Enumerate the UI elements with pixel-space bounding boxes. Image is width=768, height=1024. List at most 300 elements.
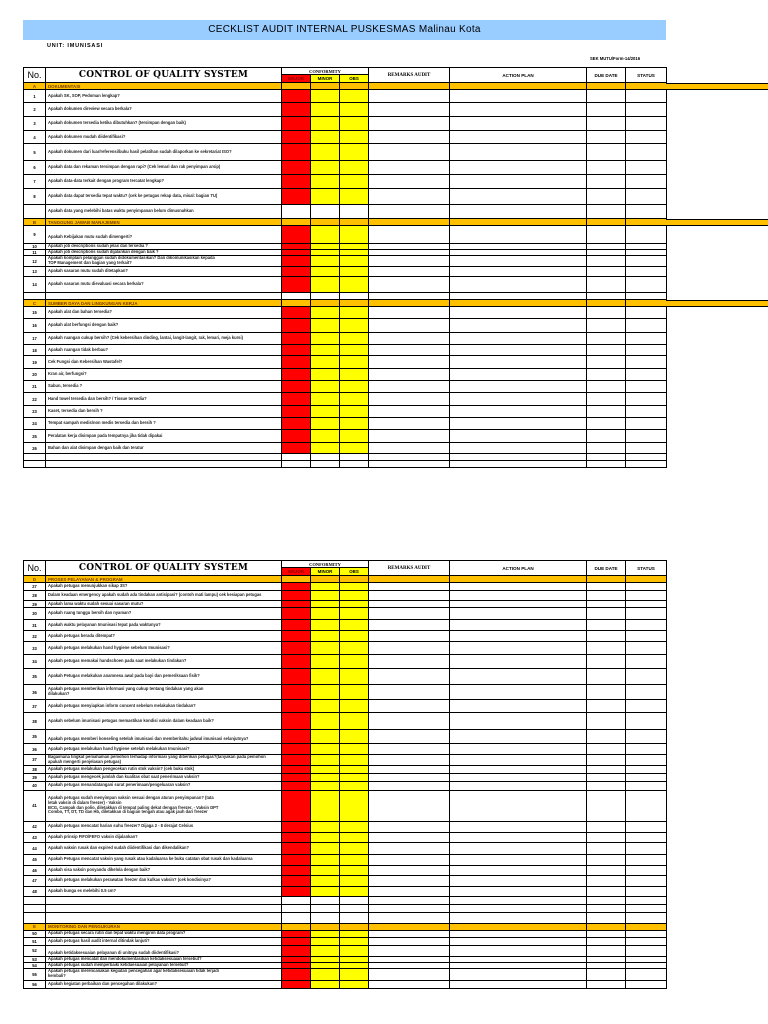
due-date-cell[interactable]: [587, 631, 626, 642]
action-plan-cell[interactable]: [450, 790, 587, 821]
action-plan-cell[interactable]: [450, 418, 587, 430]
major-cell[interactable]: [282, 980, 311, 988]
status-cell[interactable]: [626, 832, 667, 842]
minor-cell[interactable]: [311, 430, 340, 443]
due-date-cell[interactable]: [587, 980, 626, 988]
minor-cell[interactable]: [311, 583, 340, 591]
remarks-cell[interactable]: [369, 790, 450, 821]
obs-cell[interactable]: [340, 461, 369, 468]
remarks-cell[interactable]: [369, 669, 450, 685]
minor-cell[interactable]: [311, 277, 340, 293]
action-plan-cell[interactable]: [450, 886, 587, 896]
minor-cell[interactable]: [311, 713, 340, 730]
obs-cell[interactable]: [340, 454, 369, 461]
obs-cell[interactable]: [340, 381, 369, 393]
minor-cell[interactable]: [311, 293, 340, 300]
obs-cell[interactable]: [340, 685, 369, 700]
remarks-cell[interactable]: [369, 642, 450, 655]
due-date-cell[interactable]: [587, 267, 626, 277]
due-date-cell[interactable]: [587, 904, 626, 912]
minor-cell[interactable]: [311, 875, 340, 886]
status-cell[interactable]: [626, 865, 667, 875]
status-cell[interactable]: [626, 669, 667, 685]
remarks-cell[interactable]: [369, 345, 450, 356]
minor-cell[interactable]: [311, 620, 340, 631]
minor-cell[interactable]: [311, 256, 340, 267]
remarks-cell[interactable]: [369, 356, 450, 369]
action-plan-cell[interactable]: [450, 685, 587, 700]
major-cell[interactable]: [282, 454, 311, 461]
status-cell[interactable]: [626, 103, 667, 117]
obs-cell[interactable]: [340, 345, 369, 356]
status-cell[interactable]: [626, 189, 667, 205]
major-cell[interactable]: [282, 381, 311, 393]
major-cell[interactable]: [282, 393, 311, 406]
minor-cell[interactable]: [311, 655, 340, 669]
status-cell[interactable]: [626, 393, 667, 406]
action-plan-cell[interactable]: [450, 333, 587, 345]
remarks-cell[interactable]: [369, 144, 450, 161]
minor-cell[interactable]: [311, 189, 340, 205]
major-cell[interactable]: [282, 912, 311, 923]
minor-cell[interactable]: [311, 790, 340, 821]
action-plan-cell[interactable]: [450, 620, 587, 631]
action-plan-cell[interactable]: [450, 875, 587, 886]
status-cell[interactable]: [626, 875, 667, 886]
due-date-cell[interactable]: [587, 117, 626, 131]
remarks-cell[interactable]: [369, 369, 450, 381]
minor-cell[interactable]: [311, 103, 340, 117]
action-plan-cell[interactable]: [450, 700, 587, 713]
action-plan-cell[interactable]: [450, 226, 587, 244]
remarks-cell[interactable]: [369, 443, 450, 454]
action-plan-cell[interactable]: [450, 631, 587, 642]
major-cell[interactable]: [282, 307, 311, 319]
major-cell[interactable]: [282, 968, 311, 980]
status-cell[interactable]: [626, 267, 667, 277]
action-plan-cell[interactable]: [450, 356, 587, 369]
due-date-cell[interactable]: [587, 293, 626, 300]
remarks-cell[interactable]: [369, 608, 450, 620]
major-cell[interactable]: [282, 842, 311, 854]
remarks-cell[interactable]: [369, 90, 450, 103]
remarks-cell[interactable]: [369, 832, 450, 842]
due-date-cell[interactable]: [587, 189, 626, 205]
obs-cell[interactable]: [340, 226, 369, 244]
major-cell[interactable]: [282, 930, 311, 937]
minor-cell[interactable]: [311, 700, 340, 713]
due-date-cell[interactable]: [587, 369, 626, 381]
action-plan-cell[interactable]: [450, 821, 587, 832]
due-date-cell[interactable]: [587, 937, 626, 945]
status-cell[interactable]: [626, 980, 667, 988]
major-cell[interactable]: [282, 744, 311, 755]
status-cell[interactable]: [626, 790, 667, 821]
major-cell[interactable]: [282, 773, 311, 781]
obs-cell[interactable]: [340, 980, 369, 988]
major-cell[interactable]: [282, 886, 311, 896]
remarks-cell[interactable]: [369, 277, 450, 293]
due-date-cell[interactable]: [587, 406, 626, 418]
due-date-cell[interactable]: [587, 583, 626, 591]
status-cell[interactable]: [626, 175, 667, 189]
status-cell[interactable]: [626, 418, 667, 430]
action-plan-cell[interactable]: [450, 454, 587, 461]
obs-cell[interactable]: [340, 968, 369, 980]
action-plan-cell[interactable]: [450, 773, 587, 781]
minor-cell[interactable]: [311, 205, 340, 219]
remarks-cell[interactable]: [369, 821, 450, 832]
status-cell[interactable]: [626, 912, 667, 923]
status-cell[interactable]: [626, 781, 667, 790]
remarks-cell[interactable]: [369, 700, 450, 713]
status-cell[interactable]: [626, 937, 667, 945]
major-cell[interactable]: [282, 832, 311, 842]
major-cell[interactable]: [282, 189, 311, 205]
remarks-cell[interactable]: [369, 854, 450, 865]
due-date-cell[interactable]: [587, 773, 626, 781]
obs-cell[interactable]: [340, 583, 369, 591]
action-plan-cell[interactable]: [450, 461, 587, 468]
obs-cell[interactable]: [340, 713, 369, 730]
minor-cell[interactable]: [311, 319, 340, 333]
action-plan-cell[interactable]: [450, 912, 587, 923]
remarks-cell[interactable]: [369, 945, 450, 956]
remarks-cell[interactable]: [369, 765, 450, 773]
due-date-cell[interactable]: [587, 454, 626, 461]
major-cell[interactable]: [282, 896, 311, 904]
action-plan-cell[interactable]: [450, 601, 587, 608]
remarks-cell[interactable]: [369, 161, 450, 175]
major-cell[interactable]: [282, 406, 311, 418]
status-cell[interactable]: [626, 293, 667, 300]
due-date-cell[interactable]: [587, 875, 626, 886]
due-date-cell[interactable]: [587, 90, 626, 103]
due-date-cell[interactable]: [587, 601, 626, 608]
due-date-cell[interactable]: [587, 205, 626, 219]
status-cell[interactable]: [626, 430, 667, 443]
minor-cell[interactable]: [311, 669, 340, 685]
major-cell[interactable]: [282, 131, 311, 144]
due-date-cell[interactable]: [587, 854, 626, 865]
major-cell[interactable]: [282, 945, 311, 956]
status-cell[interactable]: [626, 601, 667, 608]
obs-cell[interactable]: [340, 655, 369, 669]
status-cell[interactable]: [626, 90, 667, 103]
status-cell[interactable]: [626, 345, 667, 356]
action-plan-cell[interactable]: [450, 755, 587, 766]
minor-cell[interactable]: [311, 781, 340, 790]
action-plan-cell[interactable]: [450, 937, 587, 945]
obs-cell[interactable]: [340, 406, 369, 418]
action-plan-cell[interactable]: [450, 781, 587, 790]
status-cell[interactable]: [626, 700, 667, 713]
due-date-cell[interactable]: [587, 685, 626, 700]
status-cell[interactable]: [626, 620, 667, 631]
due-date-cell[interactable]: [587, 103, 626, 117]
minor-cell[interactable]: [311, 369, 340, 381]
remarks-cell[interactable]: [369, 319, 450, 333]
status-cell[interactable]: [626, 256, 667, 267]
obs-cell[interactable]: [340, 256, 369, 267]
remarks-cell[interactable]: [369, 781, 450, 790]
minor-cell[interactable]: [311, 968, 340, 980]
action-plan-cell[interactable]: [450, 945, 587, 956]
major-cell[interactable]: [282, 144, 311, 161]
obs-cell[interactable]: [340, 117, 369, 131]
status-cell[interactable]: [626, 443, 667, 454]
action-plan-cell[interactable]: [450, 896, 587, 904]
obs-cell[interactable]: [340, 904, 369, 912]
obs-cell[interactable]: [340, 896, 369, 904]
minor-cell[interactable]: [311, 886, 340, 896]
status-cell[interactable]: [626, 730, 667, 744]
minor-cell[interactable]: [311, 842, 340, 854]
minor-cell[interactable]: [311, 821, 340, 832]
status-cell[interactable]: [626, 896, 667, 904]
major-cell[interactable]: [282, 781, 311, 790]
due-date-cell[interactable]: [587, 781, 626, 790]
action-plan-cell[interactable]: [450, 842, 587, 854]
remarks-cell[interactable]: [369, 175, 450, 189]
due-date-cell[interactable]: [587, 443, 626, 454]
minor-cell[interactable]: [311, 406, 340, 418]
minor-cell[interactable]: [311, 601, 340, 608]
action-plan-cell[interactable]: [450, 642, 587, 655]
major-cell[interactable]: [282, 865, 311, 875]
status-cell[interactable]: [626, 583, 667, 591]
due-date-cell[interactable]: [587, 307, 626, 319]
action-plan-cell[interactable]: [450, 256, 587, 267]
due-date-cell[interactable]: [587, 277, 626, 293]
major-cell[interactable]: [282, 256, 311, 267]
due-date-cell[interactable]: [587, 175, 626, 189]
status-cell[interactable]: [626, 226, 667, 244]
action-plan-cell[interactable]: [450, 307, 587, 319]
due-date-cell[interactable]: [587, 591, 626, 601]
obs-cell[interactable]: [340, 443, 369, 454]
major-cell[interactable]: [282, 620, 311, 631]
due-date-cell[interactable]: [587, 669, 626, 685]
major-cell[interactable]: [282, 277, 311, 293]
major-cell[interactable]: [282, 103, 311, 117]
remarks-cell[interactable]: [369, 591, 450, 601]
major-cell[interactable]: [282, 854, 311, 865]
due-date-cell[interactable]: [587, 886, 626, 896]
due-date-cell[interactable]: [587, 131, 626, 144]
obs-cell[interactable]: [340, 642, 369, 655]
obs-cell[interactable]: [340, 755, 369, 766]
minor-cell[interactable]: [311, 131, 340, 144]
major-cell[interactable]: [282, 293, 311, 300]
remarks-cell[interactable]: [369, 744, 450, 755]
major-cell[interactable]: [282, 175, 311, 189]
due-date-cell[interactable]: [587, 319, 626, 333]
remarks-cell[interactable]: [369, 937, 450, 945]
action-plan-cell[interactable]: [450, 293, 587, 300]
minor-cell[interactable]: [311, 267, 340, 277]
due-date-cell[interactable]: [587, 655, 626, 669]
action-plan-cell[interactable]: [450, 968, 587, 980]
obs-cell[interactable]: [340, 418, 369, 430]
action-plan-cell[interactable]: [450, 175, 587, 189]
remarks-cell[interactable]: [369, 406, 450, 418]
minor-cell[interactable]: [311, 117, 340, 131]
due-date-cell[interactable]: [587, 821, 626, 832]
major-cell[interactable]: [282, 713, 311, 730]
major-cell[interactable]: [282, 443, 311, 454]
minor-cell[interactable]: [311, 608, 340, 620]
action-plan-cell[interactable]: [450, 131, 587, 144]
action-plan-cell[interactable]: [450, 406, 587, 418]
major-cell[interactable]: [282, 655, 311, 669]
major-cell[interactable]: [282, 356, 311, 369]
obs-cell[interactable]: [340, 103, 369, 117]
due-date-cell[interactable]: [587, 744, 626, 755]
major-cell[interactable]: [282, 369, 311, 381]
major-cell[interactable]: [282, 755, 311, 766]
remarks-cell[interactable]: [369, 904, 450, 912]
action-plan-cell[interactable]: [450, 713, 587, 730]
minor-cell[interactable]: [311, 744, 340, 755]
remarks-cell[interactable]: [369, 620, 450, 631]
status-cell[interactable]: [626, 755, 667, 766]
major-cell[interactable]: [282, 601, 311, 608]
due-date-cell[interactable]: [587, 765, 626, 773]
major-cell[interactable]: [282, 430, 311, 443]
remarks-cell[interactable]: [369, 601, 450, 608]
status-cell[interactable]: [626, 821, 667, 832]
remarks-cell[interactable]: [369, 418, 450, 430]
obs-cell[interactable]: [340, 90, 369, 103]
obs-cell[interactable]: [340, 293, 369, 300]
status-cell[interactable]: [626, 685, 667, 700]
remarks-cell[interactable]: [369, 875, 450, 886]
minor-cell[interactable]: [311, 730, 340, 744]
remarks-cell[interactable]: [369, 655, 450, 669]
status-cell[interactable]: [626, 144, 667, 161]
major-cell[interactable]: [282, 765, 311, 773]
remarks-cell[interactable]: [369, 930, 450, 937]
remarks-cell[interactable]: [369, 226, 450, 244]
remarks-cell[interactable]: [369, 189, 450, 205]
remarks-cell[interactable]: [369, 131, 450, 144]
action-plan-cell[interactable]: [450, 393, 587, 406]
remarks-cell[interactable]: [369, 631, 450, 642]
major-cell[interactable]: [282, 669, 311, 685]
action-plan-cell[interactable]: [450, 345, 587, 356]
remarks-cell[interactable]: [369, 713, 450, 730]
status-cell[interactable]: [626, 369, 667, 381]
major-cell[interactable]: [282, 161, 311, 175]
remarks-cell[interactable]: [369, 293, 450, 300]
remarks-cell[interactable]: [369, 333, 450, 345]
status-cell[interactable]: [626, 461, 667, 468]
major-cell[interactable]: [282, 583, 311, 591]
due-date-cell[interactable]: [587, 713, 626, 730]
major-cell[interactable]: [282, 90, 311, 103]
due-date-cell[interactable]: [587, 755, 626, 766]
action-plan-cell[interactable]: [450, 161, 587, 175]
remarks-cell[interactable]: [369, 381, 450, 393]
action-plan-cell[interactable]: [450, 765, 587, 773]
action-plan-cell[interactable]: [450, 103, 587, 117]
due-date-cell[interactable]: [587, 896, 626, 904]
remarks-cell[interactable]: [369, 865, 450, 875]
obs-cell[interactable]: [340, 608, 369, 620]
minor-cell[interactable]: [311, 333, 340, 345]
due-date-cell[interactable]: [587, 418, 626, 430]
obs-cell[interactable]: [340, 912, 369, 923]
minor-cell[interactable]: [311, 443, 340, 454]
due-date-cell[interactable]: [587, 226, 626, 244]
obs-cell[interactable]: [340, 854, 369, 865]
status-cell[interactable]: [626, 319, 667, 333]
action-plan-cell[interactable]: [450, 90, 587, 103]
minor-cell[interactable]: [311, 591, 340, 601]
remarks-cell[interactable]: [369, 461, 450, 468]
action-plan-cell[interactable]: [450, 591, 587, 601]
status-cell[interactable]: [626, 277, 667, 293]
remarks-cell[interactable]: [369, 980, 450, 988]
minor-cell[interactable]: [311, 854, 340, 865]
action-plan-cell[interactable]: [450, 904, 587, 912]
due-date-cell[interactable]: [587, 912, 626, 923]
major-cell[interactable]: [282, 730, 311, 744]
action-plan-cell[interactable]: [450, 655, 587, 669]
due-date-cell[interactable]: [587, 700, 626, 713]
minor-cell[interactable]: [311, 226, 340, 244]
status-cell[interactable]: [626, 713, 667, 730]
major-cell[interactable]: [282, 937, 311, 945]
obs-cell[interactable]: [340, 730, 369, 744]
minor-cell[interactable]: [311, 765, 340, 773]
action-plan-cell[interactable]: [450, 730, 587, 744]
major-cell[interactable]: [282, 700, 311, 713]
due-date-cell[interactable]: [587, 161, 626, 175]
action-plan-cell[interactable]: [450, 980, 587, 988]
minor-cell[interactable]: [311, 356, 340, 369]
action-plan-cell[interactable]: [450, 608, 587, 620]
due-date-cell[interactable]: [587, 620, 626, 631]
obs-cell[interactable]: [340, 700, 369, 713]
status-cell[interactable]: [626, 773, 667, 781]
action-plan-cell[interactable]: [450, 443, 587, 454]
major-cell[interactable]: [282, 631, 311, 642]
remarks-cell[interactable]: [369, 103, 450, 117]
due-date-cell[interactable]: [587, 865, 626, 875]
minor-cell[interactable]: [311, 832, 340, 842]
action-plan-cell[interactable]: [450, 930, 587, 937]
minor-cell[interactable]: [311, 418, 340, 430]
obs-cell[interactable]: [340, 369, 369, 381]
due-date-cell[interactable]: [587, 968, 626, 980]
remarks-cell[interactable]: [369, 454, 450, 461]
status-cell[interactable]: [626, 161, 667, 175]
obs-cell[interactable]: [340, 620, 369, 631]
obs-cell[interactable]: [340, 937, 369, 945]
major-cell[interactable]: [282, 875, 311, 886]
obs-cell[interactable]: [340, 930, 369, 937]
due-date-cell[interactable]: [587, 790, 626, 821]
status-cell[interactable]: [626, 406, 667, 418]
obs-cell[interactable]: [340, 601, 369, 608]
status-cell[interactable]: [626, 356, 667, 369]
due-date-cell[interactable]: [587, 832, 626, 842]
status-cell[interactable]: [626, 945, 667, 956]
remarks-cell[interactable]: [369, 842, 450, 854]
obs-cell[interactable]: [340, 267, 369, 277]
